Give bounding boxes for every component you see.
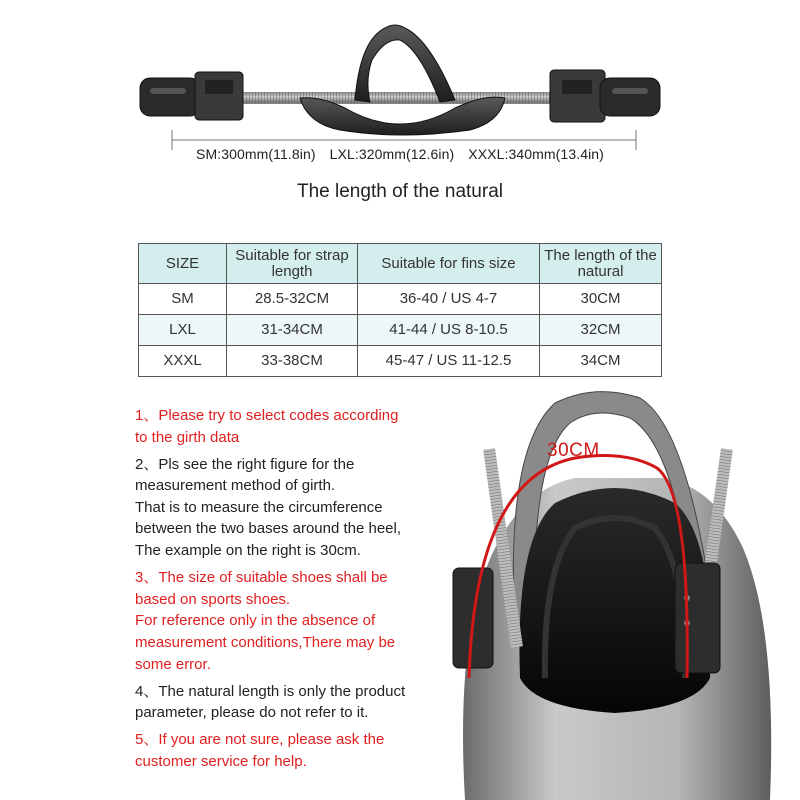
note-line: 1、Please try to select codes according xyxy=(135,407,399,424)
note-item xyxy=(135,567,455,675)
table-cell: 31-34CM xyxy=(227,315,358,346)
note-line: parameter, please do not refer to it. xyxy=(135,704,369,722)
note-line: measurement method of girth. xyxy=(135,477,336,495)
table-row xyxy=(139,346,662,377)
note-line: based on sports shoes. xyxy=(135,590,291,608)
strap-size-lxl: LXL:320mm(12.6in) xyxy=(329,146,455,162)
table-cell: 36-40 / US 4-7 xyxy=(358,284,540,315)
measure-label: 30CM xyxy=(547,440,600,461)
left-buckle xyxy=(140,72,243,120)
note-line: between the two bases around the heel, xyxy=(135,520,402,538)
note-line: measurement conditions,There may be xyxy=(135,633,396,651)
note-line: That is to measure the circumference xyxy=(135,498,383,516)
fin-heel-illustration xyxy=(425,378,800,800)
note-item xyxy=(135,681,455,724)
strap-size-xxxl: XXXL:340mm(13.4in) xyxy=(468,146,604,162)
spring xyxy=(220,92,565,104)
notes-list xyxy=(135,405,455,778)
table-cell: 34CM xyxy=(540,346,662,377)
note-line: 5、If you are not sure, please ask the xyxy=(135,731,385,749)
table-header-cell: SIZE xyxy=(139,244,227,284)
note-line: 4、The natural length is only the product xyxy=(135,682,406,700)
note-line: some error. xyxy=(135,655,211,673)
table-row xyxy=(139,315,662,346)
note-item xyxy=(135,454,455,562)
table-cell: 41-44 / US 8-10.5 xyxy=(358,315,540,346)
table-cell: 45-47 / US 11-12.5 xyxy=(358,346,540,377)
note-item xyxy=(135,405,455,448)
table-header-cell: Suitable for strap length xyxy=(227,244,358,284)
note-item xyxy=(135,729,455,772)
table-header-cell: Suitable for fins size xyxy=(358,244,540,284)
table-cell: 32CM xyxy=(540,315,662,346)
note-line: 2、Pls see the right figure for the xyxy=(135,455,355,473)
note-line: The example on the right is 30cm. xyxy=(135,542,361,560)
heel-loop xyxy=(355,25,455,102)
table-row xyxy=(139,284,662,315)
table-cell: SM xyxy=(139,284,227,315)
strap-size-sm: SM:300mm(11.8in) xyxy=(196,146,316,162)
table-cell: 30CM xyxy=(540,284,662,315)
strap-size-caption xyxy=(0,146,800,162)
section-title: The length of the natural xyxy=(297,181,503,202)
note-line: customer service for help. xyxy=(135,752,307,770)
note-line: For reference only in the absence of xyxy=(135,612,376,630)
size-table xyxy=(138,243,662,377)
note-line: 3、The size of suitable shoes shall be xyxy=(135,569,388,587)
right-buckle xyxy=(550,70,660,122)
table-header-cell: The length of the natural xyxy=(540,244,662,284)
table-header-row xyxy=(139,244,662,284)
table-cell: 28.5-32CM xyxy=(227,284,358,315)
table-cell: XXXL xyxy=(139,346,227,377)
table-cell: 33-38CM xyxy=(227,346,358,377)
table-cell: LXL xyxy=(139,315,227,346)
note-line: to the girth data xyxy=(135,428,240,446)
right-buckle xyxy=(675,563,720,673)
